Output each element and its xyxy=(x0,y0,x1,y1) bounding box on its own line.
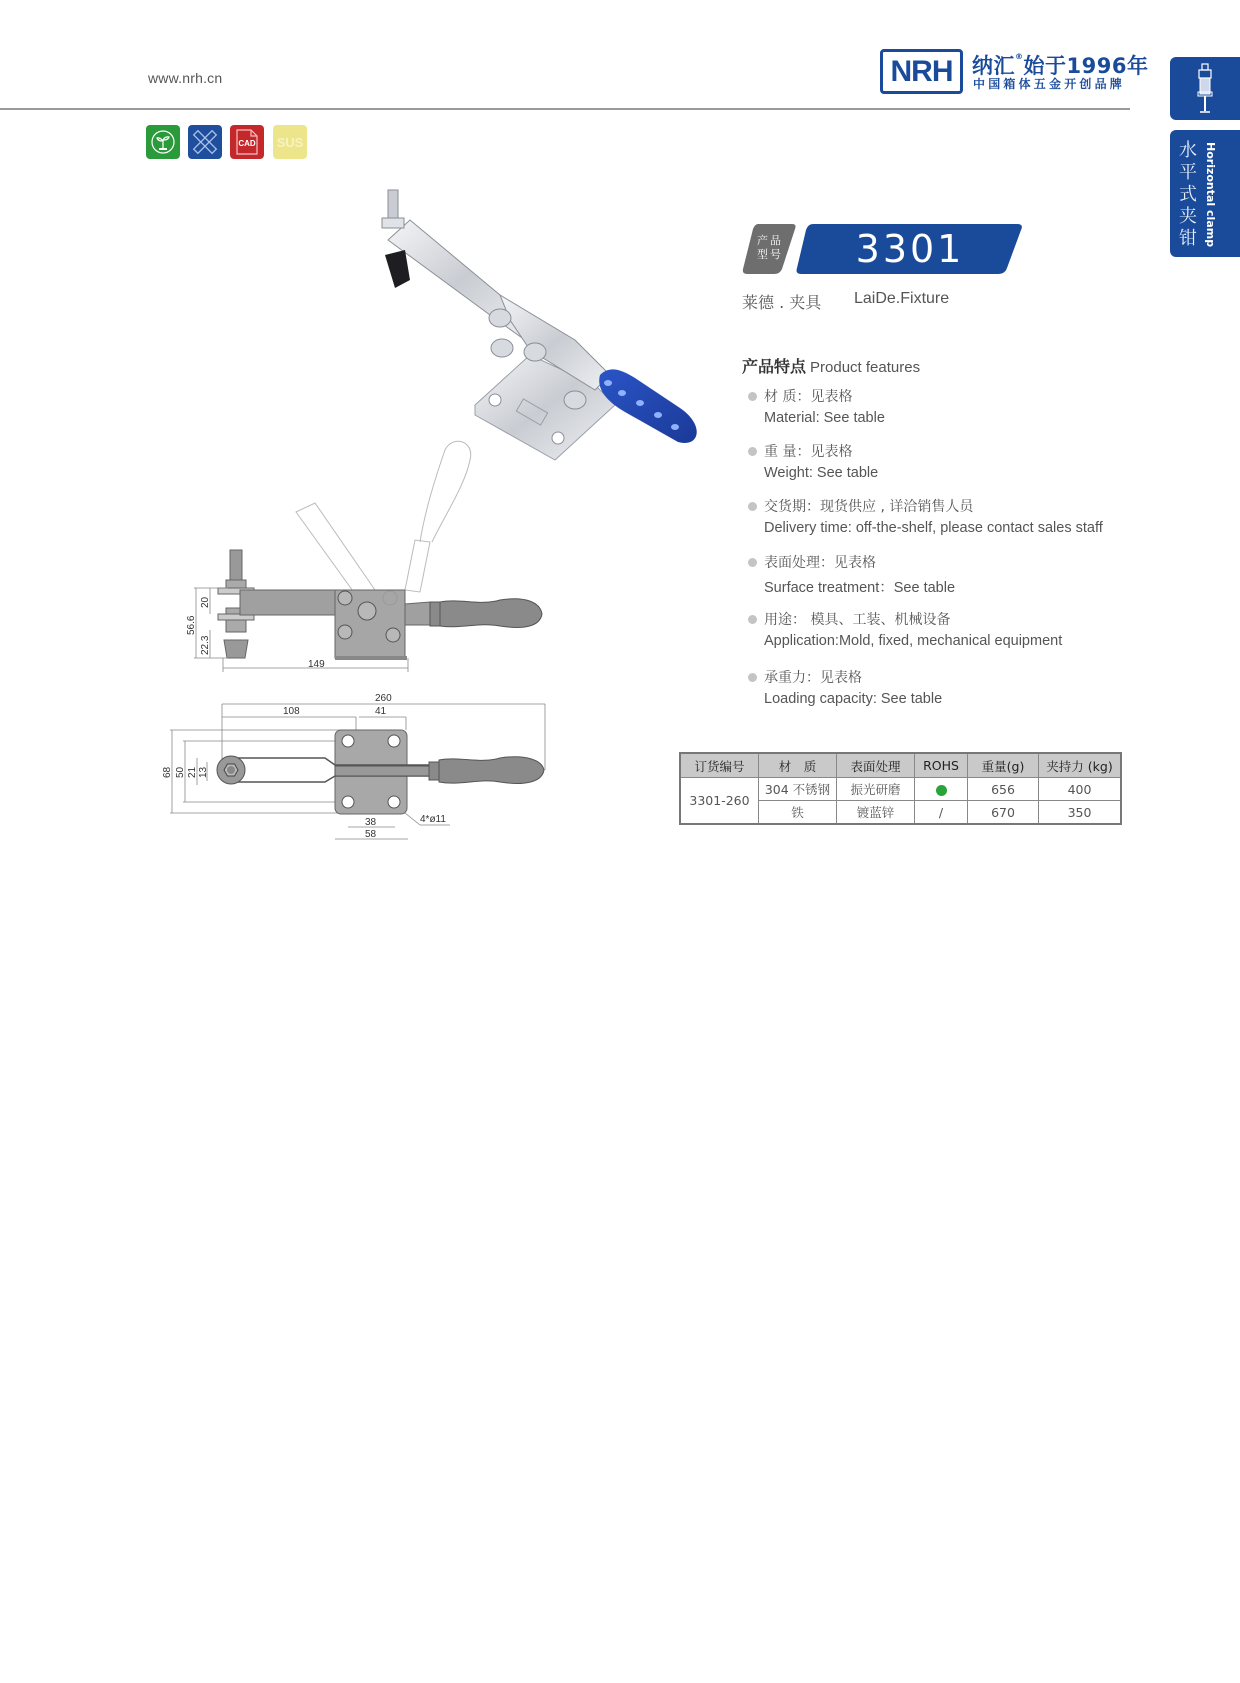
side-tab-label-en: Horizontal clamp xyxy=(1204,142,1217,248)
bullet-icon xyxy=(748,392,757,401)
svg-text:13: 13 xyxy=(198,766,209,778)
col-surface: 表面处理 xyxy=(837,753,915,778)
weight-cell: 670 xyxy=(968,801,1039,825)
cad-icon xyxy=(230,125,264,159)
svg-text:20: 20 xyxy=(200,596,211,608)
features-heading: 产品特点 Product features xyxy=(742,357,921,376)
material-cell: 304 不锈钢 xyxy=(759,778,837,801)
svg-text:50: 50 xyxy=(175,766,186,778)
col-rohs: ROHS xyxy=(915,753,968,778)
svg-text:108: 108 xyxy=(283,706,300,717)
table-row xyxy=(680,778,1121,801)
spec-table xyxy=(679,752,1122,825)
svg-text:4*ø11: 4*ø11 xyxy=(420,814,446,825)
svg-text:149: 149 xyxy=(308,659,325,670)
rohs-cell xyxy=(915,778,968,801)
brand-name: 纳汇 xyxy=(972,54,1015,78)
brand-slogan: 中国箱体五金开创品牌 xyxy=(973,77,1126,91)
bullet-icon xyxy=(748,558,757,567)
svg-text:38: 38 xyxy=(365,817,377,828)
svg-text:CAD: CAD xyxy=(238,139,256,148)
rohs-cell: / xyxy=(915,801,968,825)
bullet-icon xyxy=(748,447,757,456)
sus-icon: SUS xyxy=(273,125,307,159)
col-order-no: 订货编号 xyxy=(680,753,759,778)
material-cell: 铁 xyxy=(759,801,837,825)
side-tab-category-icon[interactable] xyxy=(1170,57,1240,120)
svg-text:22.3: 22.3 xyxy=(200,635,211,655)
bullet-icon xyxy=(748,615,757,624)
header-divider xyxy=(0,108,1130,110)
eco-icon xyxy=(146,125,180,159)
weight-cell: 656 xyxy=(968,778,1039,801)
model-badge-label: 产品 型号 xyxy=(757,234,783,261)
force-cell: 350 xyxy=(1039,801,1122,825)
horizontal-clamp-icon xyxy=(1194,63,1216,115)
site-url[interactable]: www.nrh.cn xyxy=(148,70,223,86)
col-material: 材 质 xyxy=(759,753,837,778)
design-tools-icon xyxy=(188,125,222,159)
side-elevation-drawing xyxy=(180,430,560,680)
bullet-icon xyxy=(748,673,757,682)
side-tab-horizontal-clamp[interactable] xyxy=(1170,130,1240,257)
force-cell: 400 xyxy=(1039,778,1122,801)
svg-text:56.6: 56.6 xyxy=(186,615,197,635)
svg-text:21: 21 xyxy=(187,766,198,778)
surface-cell: 镀蓝锌 xyxy=(837,801,915,825)
svg-text:68: 68 xyxy=(162,766,173,778)
svg-text:260: 260 xyxy=(375,693,392,704)
product-subtitle-zh: 莱德 . 夹具 xyxy=(742,293,822,312)
svg-text:41: 41 xyxy=(375,706,387,717)
model-number: 3301 xyxy=(855,227,965,271)
bullet-icon xyxy=(748,502,757,511)
registered-mark: ® xyxy=(1015,52,1024,61)
side-tab-label-zh: 水平式夹钳 xyxy=(1179,140,1197,249)
order-no-cell: 3301-260 xyxy=(680,778,759,825)
surface-cell: 振光研磨 xyxy=(837,778,915,801)
table-header-row xyxy=(680,753,1121,778)
nrh-logo: NRH xyxy=(880,49,963,94)
svg-text:58: 58 xyxy=(365,829,377,840)
top-view-drawing xyxy=(150,690,570,850)
col-weight: 重量(g) xyxy=(968,753,1039,778)
brand-since: 始于1996年 xyxy=(1023,54,1149,78)
product-subtitle-en: LaiDe.Fixture xyxy=(854,290,950,307)
rohs-compliant-icon xyxy=(936,785,947,796)
col-force: 夹持力 (kg) xyxy=(1039,753,1122,778)
